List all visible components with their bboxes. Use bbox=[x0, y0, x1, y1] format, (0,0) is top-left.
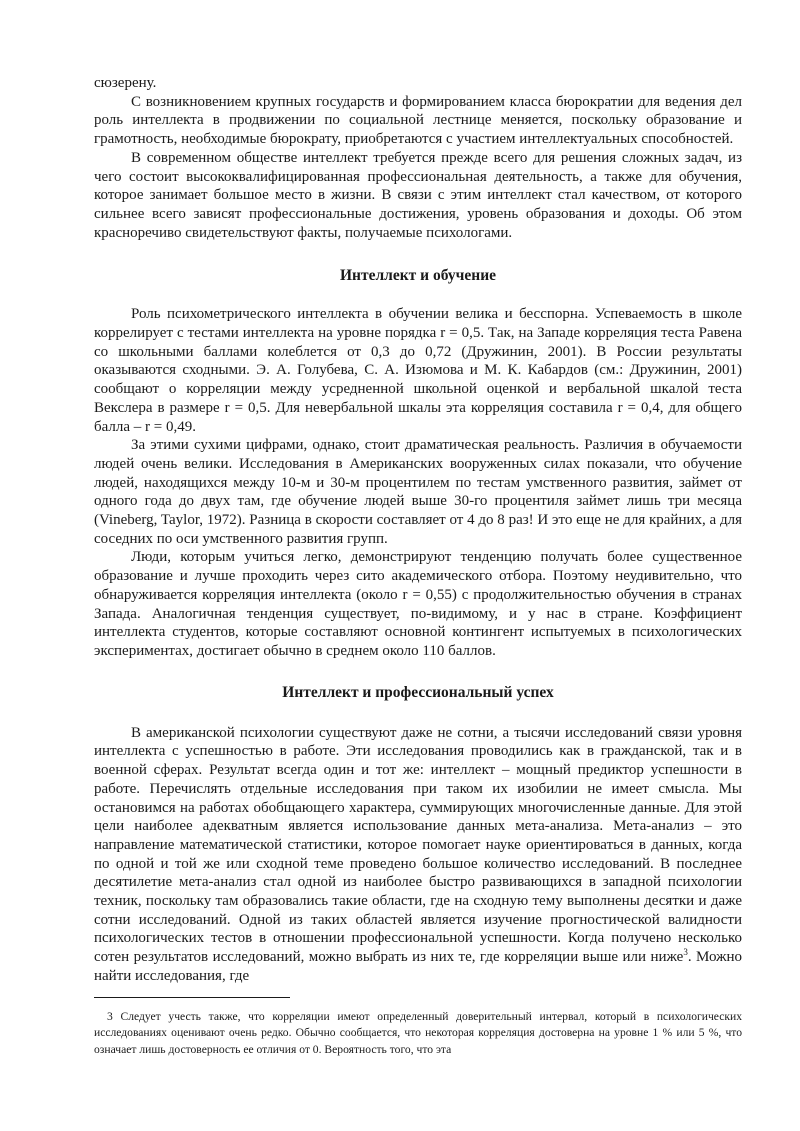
paragraph: Роль психометрического интеллекта в обучении велика и бесспорна. Успеваемость в школе коррелирует с тестами интеллекта на уровне порядка r = 0,5. Так, на Западе корреляция теста Равена со школьными баллами колеблется от 0,3 до 0,72 (Дружинин, 2001). В России результаты оказываются сходными. Э. А. Голубева, С. А. Изюмова и М. К. Кабардов (см.: Дружинин, 2001) сообщают о корреляции между усредненной школьной оценкой и вербальной шкалой теста Векслера в размере r = 0,5. Для невербальной шкалы эта корреляция составила r = 0,4, для общего балла – r = 0,49. bbox=[94, 306, 742, 435]
footnote-ref: 3 bbox=[683, 947, 688, 958]
paragraph bbox=[94, 724, 742, 986]
paragraph: За этими сухими цифрами, однако, стоит драматическая реальность. Различия в обучаемости людей очень велики. Исследования в Американских вооруженных силах показали, что обучение людей, находящихся между 10-м и 30-м процентилем по тестам умственного развития, займет от одного года до двух там, где обучение людей выше 30-го процентиля займет лишь три месяца (Vineberg, Taylor, 1972). Разница в скорости составляет от 4 до 8 раз! И это еще не для крайних, а для соседних по оси умственного развития групп. bbox=[94, 437, 742, 547]
paragraph: В современном обществе интеллект требуется прежде всего для решения сложных задач, из чего состоит высококвалифицированная профессиональная деятельность, а также для обучения, которое занимает большое место в жизни. В связи с этим интеллект стал качеством, от которого сильнее всего зависят профессиональные достижения, уровень образования и доходы. Об этом красноречиво свидетельствуют факты, получаемые психологами. bbox=[94, 149, 742, 241]
paragraph-text: В американской психологии существуют даже не сотни, а тысячи исследований связи уровня интеллекта с успешностью в работе. Эти исследования проводились как в гражданской, так и в военной сферах. Результат всегда один и тот же: интеллект – мощный предиктор успешности в работе. Перечислять отдельные исследования при таком их изобилии не имеет смысла. Мы остановимся на работах обобщающего характера, суммирующих многочисленные данные. Для этой цели наиболее адекватным является использование данных мета-анализа. Мета-анализ – это направление математической статистики, которое помогает науке ориентироваться в данных, когда по одной и той же или сходной теме проведено большое количество исследований. В последнее десятилетие мета-анализ стал одной из наиболее быстро развивающихся в западной психологии техник, поскольку там образовались такие области, где на сходную тему выполнены десятки и даже сотни исследований. Одной из таких областей является изучение прогностической валидности психологических тестов в отношении профессиональной успешности. Когда получено несколько сотен результатов исследований, можно выбрать из них те, где корреляции выше или ниже bbox=[94, 724, 742, 966]
footnote-divider bbox=[94, 997, 290, 998]
body-text bbox=[94, 74, 742, 986]
section-heading: Интеллект и обучение bbox=[340, 267, 496, 285]
footnote: 3 Следует учесть также, что корреляции имеют определенный доверительный интервал, который в психологических исследованиях оценивают очень редко. Обычно сообщается, что некоторая корреляция достоверна на уровне 1 % или 5 %, что означает лишь достоверность ее отличия от 0. Вероятность того, что эта bbox=[94, 1010, 742, 1056]
paragraph: сюзерену. bbox=[94, 75, 157, 91]
paragraph: С возникновением крупных государств и формированием класса бюрократии для ведения дел роль интеллекта в продвижении по социальной лестнице меняется, поскольку образование и грамотность, необходимые бюрократу, приобретаются с участием интеллектуальных способностей. bbox=[94, 93, 742, 148]
section-heading: Интеллект и профессиональный успех bbox=[282, 683, 554, 701]
paragraph: Люди, которым учиться легко, демонстрируют тенденцию получать более существенное образование и лучше проходить через сито академического отбора. Поэтому неудивительно, что обнаруживается корреляция интеллекта (около r = 0,55) с продолжительностью обучения в странах Запада. Аналогичная тенденция существует, по-видимому, и у нас в стране. Коэффициент интеллекта студентов, которые составляют основной контингент испытуемых в психологических экспериментах, достигает обычно в среднем около 110 баллов. bbox=[94, 549, 742, 659]
paragraph-text: . Можно найти исследования, где bbox=[94, 949, 742, 984]
